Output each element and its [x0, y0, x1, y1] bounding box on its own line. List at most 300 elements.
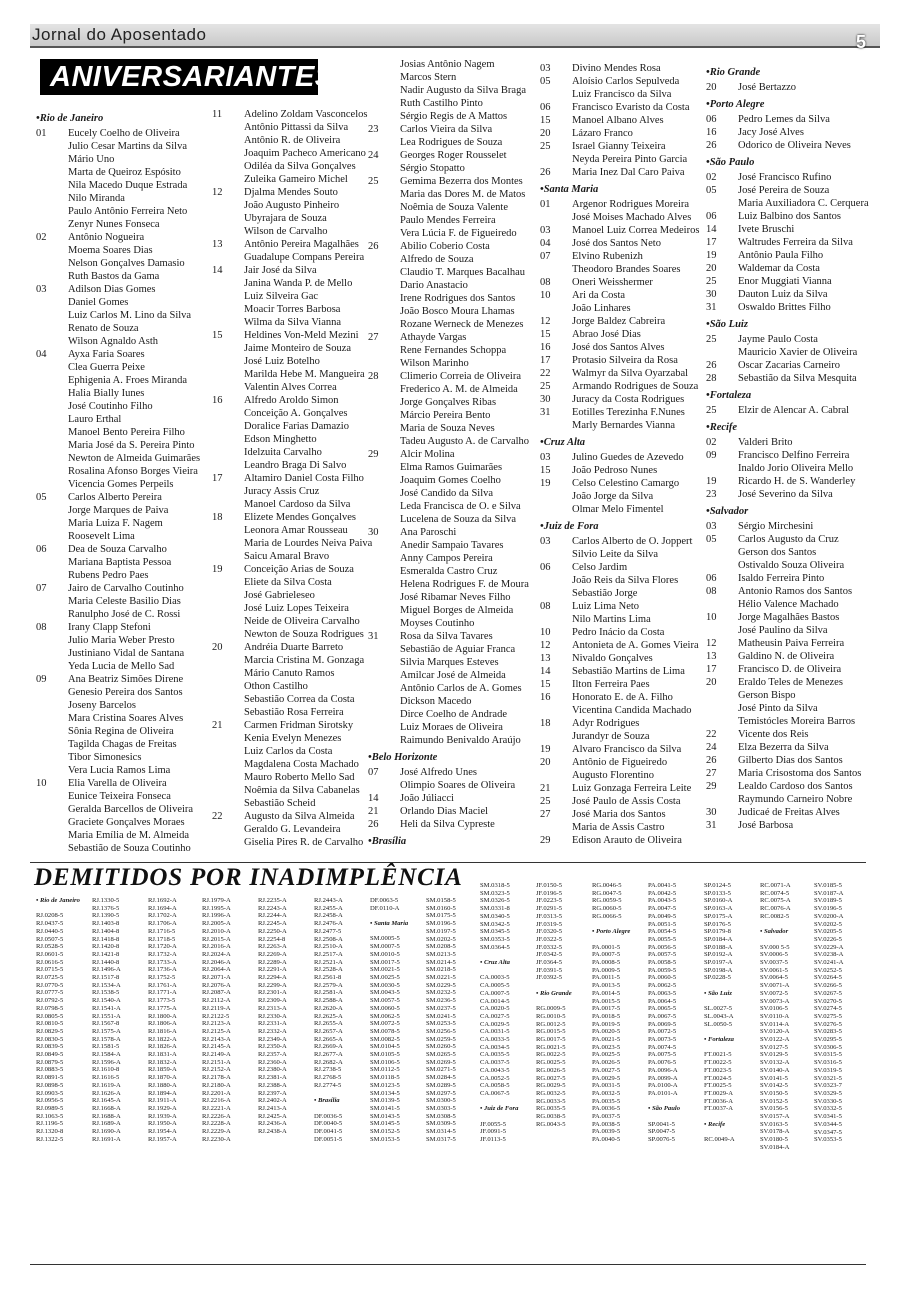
member-name: Luiz Moraes de Oliveira: [400, 722, 503, 733]
birthday-entry: [706, 572, 868, 585]
birthday-day: 20: [706, 263, 717, 274]
registration-code: RJ.0601-5: [36, 950, 64, 958]
city-heading: • São Luiz: [706, 318, 868, 331]
registration-code: SL.0050-5: [704, 1020, 733, 1028]
birthday-entry: [706, 650, 868, 663]
member-name: Ivete Bruschi: [738, 224, 795, 235]
member-name: Moema Soares Dias: [68, 245, 153, 256]
registration-code: RJ.0507-5: [36, 935, 64, 943]
birthday-entry: [540, 166, 710, 179]
registration-code: RJ.0829-5: [36, 1027, 64, 1035]
member-name: Leonora Amar Rousseau: [244, 525, 348, 536]
registration-code: SM.0152-5: [370, 1128, 400, 1136]
registration-code: JF.0223-5: [536, 897, 563, 905]
member-name: Eliete da Silva Costa: [244, 577, 332, 588]
member-name: Carlos Vieira da Silva: [400, 124, 493, 135]
registration-code: RG.0015-5: [536, 1028, 566, 1036]
registration-code: RJ.2677-A: [314, 1051, 343, 1059]
birthday-day: 10: [36, 778, 47, 789]
registration-code: SM.0105-5: [370, 1051, 400, 1059]
demitidos-column: [426, 897, 456, 1144]
member-name: Celso Celestino Camargo: [572, 478, 680, 489]
member-name: José Barbosa: [738, 820, 794, 831]
registration-code: RJ.1421-8: [92, 950, 120, 958]
registration-code: RJ.2528-A: [314, 966, 343, 974]
member-name: Joaquim Pacheco Americano: [244, 148, 366, 159]
registration-code: RJ.0437-5: [36, 920, 64, 928]
spacer: [480, 951, 518, 959]
registration-code: RJ.2309-A: [258, 997, 287, 1005]
registration-code: SV.0180-5: [760, 1136, 788, 1144]
registration-code: RJ.1870-A: [148, 1074, 177, 1082]
registration-code: SP.0179-8: [704, 928, 731, 936]
member-name: Luiz Silveira Gac: [244, 291, 319, 302]
registration-code: FT.0037-A: [704, 1105, 733, 1113]
birthday-entry: [368, 669, 543, 747]
member-name: Gemima Bezerra dos Montes: [400, 176, 523, 187]
birthday-entry: [212, 472, 377, 511]
member-name: Antonio Ramos dos Santos: [738, 586, 853, 597]
birthday-day: 31: [540, 407, 551, 418]
birthday-day: 30: [706, 289, 717, 300]
registration-code: PA.0014-5: [592, 989, 621, 997]
birthday-entry: [540, 678, 710, 691]
member-name: Nadir Augusto da Silva Braga: [400, 85, 526, 96]
birthday-day: 26: [368, 819, 379, 830]
registration-code: RG.0026-5: [536, 1066, 566, 1074]
registration-code: SM.0297-5: [426, 1089, 456, 1097]
member-name: Carlos Alberto de O. Joppert: [572, 536, 693, 547]
registration-code: JF.0150-5: [536, 882, 563, 889]
registration-code: RJ.1773-5: [148, 997, 176, 1005]
birthday-day: 15: [540, 679, 551, 690]
member-name: José Gabrieleseo: [244, 590, 315, 601]
registration-code: SV.0306-5: [814, 1043, 842, 1051]
birthday-day: 09: [706, 450, 717, 461]
registration-code: PA.0062-5: [648, 982, 677, 990]
registration-code: RJ.0956-5: [36, 1097, 64, 1105]
registration-code: SV.0315-5: [814, 1051, 842, 1059]
registration-code: RJ.0989-5: [36, 1104, 64, 1112]
registration-code: RJ.1610-8: [92, 1066, 120, 1074]
member-name: Newton de Almeida Guimarães: [68, 453, 201, 464]
registration-code: PA.0017-5: [592, 1005, 621, 1013]
member-name: Protasio Silveira da Rosa: [572, 355, 678, 366]
registration-code: RJ.2145-A: [202, 1043, 231, 1051]
registration-code: RJ.2076-A: [202, 981, 231, 989]
registration-code: RJ.1957-A: [148, 1135, 177, 1143]
birthday-entry: [540, 600, 710, 626]
registration-code: SM.0317-5: [426, 1135, 456, 1143]
member-name: Silvia Marques Esteves: [400, 657, 499, 668]
registration-code: RJ.1718-5: [148, 935, 176, 943]
registration-code: SV.0344-5: [814, 1120, 842, 1128]
member-name: Abilio Coberio Costa: [400, 241, 490, 252]
registration-code: RJ.1540-A: [92, 997, 121, 1005]
registration-code: PA.0074-5: [648, 1043, 677, 1051]
member-name: Alvaro Francisco da Silva: [572, 744, 682, 755]
registration-code: RJ.2245-A: [258, 920, 287, 928]
member-name: João Pedroso Nunes: [572, 465, 658, 476]
city-heading: • São Paulo: [648, 1105, 680, 1113]
member-name: Juracy da Costa Rodrigues: [572, 394, 685, 405]
registration-code: RJ.2125-A: [202, 1027, 231, 1035]
birthday-entry: [706, 780, 868, 806]
birthday-day: 18: [540, 718, 551, 729]
birthday-entry: [540, 561, 710, 600]
member-name: José Pereira de Souza: [738, 185, 830, 196]
member-name: Ruth Castilho Pinto: [400, 98, 483, 109]
registration-code: SV.0341-5: [814, 1113, 842, 1121]
registration-code: RJ.0777-5: [36, 989, 64, 997]
registration-code: RJ.1954-A: [148, 1128, 177, 1136]
registration-code: SM.0060-5: [370, 1004, 400, 1012]
registration-code: PA.0023-5: [592, 1043, 621, 1051]
member-name: Ayxa Faria Soares: [68, 349, 145, 360]
registration-code: SM.0104-5: [370, 1043, 400, 1051]
city-heading: • Rio de Janeiro: [36, 112, 212, 125]
member-name: Daniel Gomes: [68, 297, 129, 308]
registration-code: RJ.1816-A: [148, 1027, 177, 1035]
member-name: Julino Guedes de Azevedo: [572, 452, 684, 463]
member-name: Antonieta de A. Gomes Vieira: [572, 640, 699, 651]
registration-code: RJ.2226-A: [202, 1112, 231, 1120]
registration-code: RJ.1929-A: [148, 1104, 177, 1112]
member-name: Geralda Barcellos de Oliveira: [68, 804, 194, 815]
member-name: Antônio de Figueiredo: [572, 757, 668, 768]
birthday-day: 25: [540, 796, 551, 807]
registration-code: RJ.2458-A: [314, 912, 343, 920]
registration-code: RJ.0770-5: [36, 981, 64, 989]
registration-code: RJ.1692-A: [148, 897, 177, 904]
birthday-day: 30: [706, 807, 717, 818]
spacer: [36, 905, 80, 913]
birthday-day: 06: [706, 211, 717, 222]
registration-code: PA.0025-5: [592, 1051, 621, 1059]
birthday-entry: [540, 101, 710, 114]
member-name: Maria das Dores M. de Matos: [400, 189, 526, 200]
spacer: [592, 936, 630, 944]
registration-code: SP.0184-A: [704, 935, 733, 943]
registration-code: JF.0364-5: [536, 959, 563, 967]
registration-code: SM.0197-5: [426, 927, 456, 935]
registration-code: RJ.2425-A: [258, 1112, 287, 1120]
registration-code: SM.0300-5: [426, 1097, 456, 1105]
registration-code: SM.0202-5: [426, 935, 456, 943]
member-name: Israel Gianny Teixeira: [572, 141, 666, 152]
registration-code: RJ.1939-A: [148, 1112, 177, 1120]
registration-code: SV.0156-5: [760, 1105, 788, 1113]
member-name: Geraldo G. Levandeira: [244, 824, 341, 835]
member-name: Márcio Pereira Bento: [400, 410, 491, 421]
birthday-day: 25: [368, 176, 379, 187]
registration-code: SM.0260-5: [426, 1043, 456, 1051]
birthday-entry: [706, 741, 868, 754]
birthday-entry: [368, 818, 543, 831]
birthday-day: 20: [540, 757, 551, 768]
member-name: Mauro Roberto Mello Sad: [244, 772, 355, 783]
registration-code: RJ.1538-5: [92, 989, 120, 997]
member-name: Ruth Bastos da Gama: [68, 271, 160, 282]
member-name: Julio Cesar Martins da Silva: [68, 141, 187, 152]
member-name: Adyr Rodrigues: [572, 718, 640, 729]
birthday-entry: [540, 782, 710, 795]
registration-code: SV.0267-5: [814, 989, 842, 997]
demitidos-column: [370, 897, 408, 1143]
registration-code: RJ.1196-5: [36, 1120, 64, 1128]
birthday-day: 03: [36, 284, 47, 295]
registration-code: SM.0241-5: [426, 1012, 456, 1020]
member-name: Ilton Ferreira Paes: [572, 679, 650, 690]
birthday-column-5: [706, 62, 868, 832]
registration-code: SV.0353-5: [814, 1136, 842, 1144]
registration-code: RJ.2349-A: [258, 1035, 287, 1043]
member-name: João Jorge da Silva: [572, 491, 654, 502]
birthday-entry: [706, 262, 868, 275]
member-name: Justiniano Vidal de Santana: [68, 648, 185, 659]
registration-code: PA.0036-5: [592, 1105, 621, 1113]
registration-code: RJ.1996-A: [202, 912, 231, 920]
registration-code: RJ.2244-A: [258, 912, 287, 920]
registration-code: FT.0024-5: [704, 1074, 732, 1082]
member-name: Claudio T. Marques Bacalhau: [400, 267, 525, 278]
member-name: Guadalupe Compans Pereira: [244, 252, 365, 263]
registration-code: SV.0264-5: [814, 974, 842, 982]
member-name: Elza Bezerra da Silva: [738, 742, 829, 753]
registration-code: RJ.1063-5: [36, 1112, 64, 1120]
registration-code: SM.0342-5: [480, 920, 510, 928]
member-name: Neide de Oliveira Carvalho: [244, 616, 360, 627]
registration-code: CA.0058-5: [480, 1082, 510, 1090]
registration-code: RG.0043-5: [536, 1120, 566, 1128]
member-name: Tagilda Chagas de Freitas: [68, 739, 177, 750]
registration-code: SP.0124-5: [704, 882, 731, 889]
registration-code: RG.0027-5: [536, 1074, 566, 1082]
member-name: Carmen Fridman Sirotsky: [244, 720, 354, 731]
registration-code: RJ.1736-A: [148, 966, 177, 974]
registration-code: RJ.1581-5: [92, 1043, 120, 1051]
registration-code: SM.0309-5: [426, 1120, 456, 1128]
registration-code: SV.0122-A: [760, 1036, 790, 1044]
registration-code: CA.0005-5: [480, 982, 510, 990]
member-name: Maria de Assis Castro: [572, 822, 665, 833]
registration-code: PA.0049-5: [648, 912, 677, 920]
registration-code: PA.0042-5: [648, 889, 677, 897]
registration-code: CA.0014-5: [480, 997, 510, 1005]
member-name: Maria Luiza F. Nagem: [68, 518, 163, 529]
member-name: José Severino da Silva: [738, 489, 833, 500]
registration-code: RC.0075-A: [760, 897, 791, 905]
member-name: Rene Fernandes Schoppa: [400, 345, 507, 356]
registration-code: RJ.2024-A: [202, 950, 231, 958]
registration-code: CA.0035-5: [480, 1051, 510, 1059]
member-name: Sérgio Stopatto: [400, 163, 465, 174]
birthday-entry: [706, 488, 868, 501]
registration-code: RJ.1626-A: [92, 1089, 121, 1097]
registration-code: SV.0202-5: [814, 920, 842, 928]
member-name: Gerson Bispo: [738, 690, 796, 701]
registration-code: RJ.2380-A: [258, 1066, 287, 1074]
member-name: Maria Emília de M. Almeida: [68, 830, 190, 841]
city-heading: • Santa Maria: [370, 920, 409, 928]
birthday-column-4: [540, 62, 710, 847]
member-name: Sebastião Jorge: [572, 588, 638, 599]
birthday-entry: [36, 777, 212, 855]
city-heading: • Recife: [704, 1120, 726, 1128]
birthday-entry: [706, 754, 868, 767]
registration-code: RJ.2331-A: [258, 1020, 287, 1028]
registration-code: PA.0013-5: [592, 982, 621, 990]
member-name: Jair José da Silva: [244, 265, 317, 276]
member-name: Helena Rodrigues F. de Moura: [400, 579, 529, 590]
registration-code: SV.0006-5: [760, 951, 788, 959]
birthday-entry: [540, 198, 710, 224]
registration-code: SM.0271-5: [426, 1066, 456, 1074]
registration-code: JF.0319-5: [536, 920, 563, 928]
registration-code: CA.0067-5: [480, 1089, 510, 1097]
member-name: Abrao José Dias: [572, 329, 641, 340]
demitidos-column: [314, 897, 343, 1143]
member-name: Tadeu Augusto A. de Carvalho: [400, 436, 530, 447]
birthday-entry: [212, 719, 377, 810]
member-name: Luiz Gonzaga Ferreira Leite: [572, 783, 692, 794]
member-name: Athayde Vargas: [400, 332, 467, 343]
member-name: Vicentina Candida Machado: [572, 705, 692, 716]
member-name: Gerson dos Santos: [738, 547, 817, 558]
registration-code: JF.0391-5: [536, 966, 563, 974]
birthday-day: 19: [706, 250, 717, 261]
registration-code: RJ.2588-A: [314, 997, 343, 1005]
member-name: Mariana Baptista Pessoa: [68, 557, 172, 568]
registration-code: PA.0032-5: [592, 1089, 621, 1097]
member-name: Elma Ramos Guimarães: [400, 462, 503, 473]
member-name: Sérgio Regis de A Mattos: [400, 111, 508, 122]
birthday-day: 22: [212, 811, 223, 822]
member-name: Wilson Agnaldo Asth: [68, 336, 158, 347]
member-name: Antônio Pittassi da Silva: [244, 122, 349, 133]
demitidos-column: [36, 897, 80, 1143]
birthday-entry: [706, 288, 868, 301]
registration-code: RC.0049-A: [704, 1136, 735, 1144]
registration-code: JF.0113-5: [480, 1136, 506, 1144]
registration-code: RJ.2397-A: [258, 1089, 287, 1097]
member-name: Nilo Miranda: [68, 193, 125, 204]
registration-code: RJ.2180-A: [202, 1081, 231, 1089]
registration-code: SP.0041-5: [648, 1120, 675, 1128]
registration-code: SM.0017-5: [370, 958, 400, 966]
birthday-day: 12: [540, 640, 551, 651]
member-name: Sebastião Martins de Lima: [572, 666, 685, 677]
member-name: Manoel Luiz Correa Medeiros: [572, 225, 700, 236]
birthday-entry: [212, 563, 377, 641]
birthday-day: 30: [540, 394, 551, 405]
birthday-day: 31: [368, 631, 379, 642]
member-name: Nila Macedo Duque Estrada: [68, 180, 188, 191]
registration-code: SM.0308-5: [426, 1112, 456, 1120]
birthday-day: 31: [706, 302, 717, 313]
birthday-entry: [706, 333, 868, 359]
registration-code: RJ.0891-5: [36, 1074, 64, 1082]
birthday-entry: [540, 652, 710, 665]
registration-code: JF.0392-5: [536, 974, 563, 982]
member-name: Sebastião Correa da Costa: [244, 694, 355, 705]
registration-code: RJ.0839-5: [36, 1043, 64, 1051]
birthday-day: [368, 58, 400, 123]
member-name: José Ribamar Neves Filho: [400, 592, 511, 603]
city-heading: • Cruz Alta: [480, 959, 510, 967]
birthday-entry: [212, 264, 377, 329]
registration-code: RJ.2669-A: [314, 1043, 343, 1051]
registration-code: SM.0208-5: [426, 943, 456, 951]
registration-code: RJ.0879-5: [36, 1058, 64, 1066]
city-heading: • Fortaleza: [704, 1036, 734, 1044]
registration-code: PA.0011-5: [592, 974, 620, 982]
registration-code: SM.0030-5: [370, 981, 400, 989]
member-name: Alcir Molina: [400, 449, 455, 460]
registration-code: SV.0276-5: [814, 1020, 842, 1028]
demitidos-column: [480, 882, 518, 1144]
member-name: Carlos Alberto Pereira: [68, 492, 162, 503]
registration-code: RJ.2071-A: [202, 974, 231, 982]
member-name: Mário Canuto Ramos: [244, 668, 335, 679]
member-name: Maria Auxiliadora C. Cerquera: [738, 198, 869, 209]
birthday-entry: [212, 394, 377, 472]
member-name: Julio Maria Weber Presto: [68, 635, 175, 646]
member-name: Francisco Evaristo da Costa: [572, 102, 690, 113]
registration-code: PA.0047-5: [648, 905, 677, 913]
birthday-day: 03: [540, 63, 551, 74]
birthday-day: 14: [706, 224, 717, 235]
registration-code: PA.0041-5: [648, 882, 677, 889]
birthday-day: 15: [212, 330, 223, 341]
registration-code: SM.0256-5: [426, 1027, 456, 1035]
registration-code: SV.0152-5: [760, 1097, 788, 1105]
member-name: Augusto da Silva Almeida: [244, 811, 355, 822]
registration-code: PA.0058-5: [648, 959, 677, 967]
member-name: Pedro Lemes da Silva: [738, 114, 830, 125]
registration-code: RJ.1517-8: [92, 974, 120, 982]
registration-code: PA.0031-5: [592, 1082, 621, 1090]
birthday-entry: [540, 639, 710, 652]
registration-code: SM.0010-5: [370, 950, 400, 958]
member-name: Ostivaldo Souza Oliveira: [738, 560, 845, 571]
registration-code: SM.0145-5: [370, 1120, 400, 1128]
birthday-day: 20: [540, 128, 551, 139]
member-name: Alfredo de Souza: [400, 254, 474, 265]
registration-code: SV.0106-5: [760, 1005, 788, 1013]
member-name: Sebastião da Silva Mesquita: [738, 373, 857, 384]
city-heading: • Santa Maria: [540, 183, 710, 196]
birthday-day: 23: [368, 124, 379, 135]
member-name: Aloísio Carlos Sepulveda: [572, 76, 680, 87]
registration-code: SP.0198-A: [704, 966, 733, 974]
member-name: Manoel Albano Alves: [572, 115, 664, 126]
birthday-day: 29: [706, 781, 717, 792]
registration-code: SM.0158-5: [426, 897, 456, 904]
member-name: Altamiro Daniel Costa Filho: [244, 473, 364, 484]
registration-code: RJ.1440-8: [92, 958, 120, 966]
registration-code: RG.0035-5: [536, 1105, 566, 1113]
demitidos-column: [536, 882, 572, 1128]
spacer: [592, 921, 630, 929]
member-name: Orlando Dias Maciel: [400, 806, 489, 817]
registration-code: RJ.2657-A: [314, 1027, 343, 1035]
registration-code: DF.0041-5: [314, 1128, 343, 1136]
member-name: Odorico de Oliveira Neves: [738, 140, 851, 151]
demitidos-column: [148, 897, 177, 1144]
registration-code: PA.0038-5: [592, 1120, 621, 1128]
member-name: Hélio Valence Machado: [738, 599, 839, 610]
